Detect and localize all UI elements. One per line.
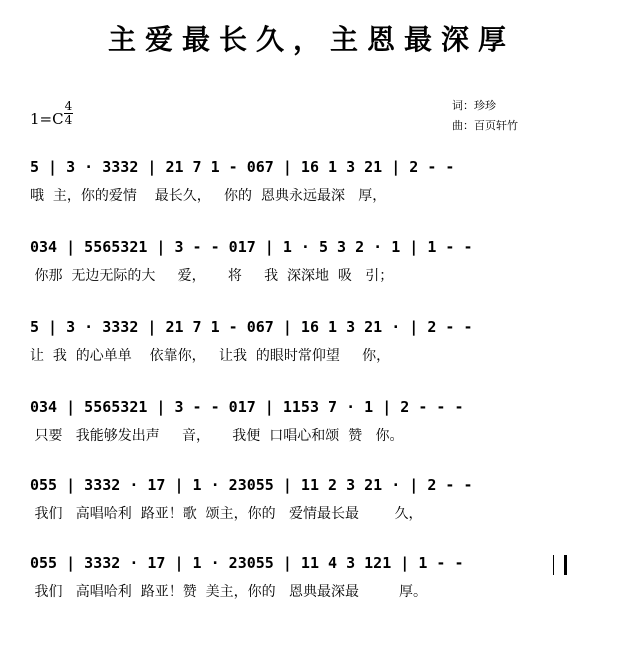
- key-signature: 1=C: [30, 110, 64, 128]
- lyric-line: 我们 高唱哈利 路亚！歌 颂主，你的 爱情最长最 久，: [30, 506, 423, 522]
- notation-line: 055 | 3332 · 17 | 1 · 23055 | 11 4 3 121 | 1 - -: [30, 554, 464, 572]
- lyric-line: 让 我 的心单单 依靠你， 让我 的眼时常仰望 你，: [30, 348, 391, 364]
- lyric-line: 只要 我能够发出声 音， 我便 口唱心和颂 赞 你。: [30, 428, 404, 444]
- time-signature: [64, 100, 73, 127]
- notation-line: 034 | 5565321 | 3 - - 017 | 1 · 5 3 2 · 1 | 1 - -: [30, 238, 473, 256]
- time-signature-bottom: 4: [64, 113, 73, 127]
- lyricist-credit: 词：珍珍: [452, 99, 496, 112]
- score-system-6: [30, 554, 595, 614]
- notation-line: 5 | 3 · 3332 | 21 7 1 - 067 | 16 1 3 21 | 2 - -: [30, 158, 455, 176]
- time-signature-top: 4: [64, 99, 73, 113]
- lyric-line: 你那 无边无际的大 爱， 将 我 深深地 吸 引；: [30, 268, 394, 284]
- score-system-3: [30, 318, 595, 378]
- score-system-1: [30, 158, 595, 218]
- score-system-5: [30, 476, 595, 536]
- score-system-2: [30, 238, 595, 298]
- notation-line: 055 | 3332 · 17 | 1 · 23055 | 11 2 3 21 · | 2 - -: [30, 476, 473, 494]
- lyric-line: 哦 主，你的爱情 最长久， 你的 恩典永远最深 厚，: [30, 188, 387, 204]
- notation-line: 5 | 3 · 3332 | 21 7 1 - 067 | 16 1 3 21 · | 2 - -: [30, 318, 473, 336]
- song-title: 主爱最长久，主恩最深厚: [107, 23, 515, 56]
- composer-credit: 曲：百页轩竹: [452, 119, 518, 132]
- final-barline: [553, 555, 567, 575]
- score-system-4: [30, 398, 595, 458]
- notation-line: 034 | 5565321 | 3 - - 017 | 1153 7 · 1 | 2 - - -: [30, 398, 464, 416]
- lyric-line: 我们 高唱哈利 路亚！赞 美主，你的 恩典最深最 厚。: [30, 584, 428, 600]
